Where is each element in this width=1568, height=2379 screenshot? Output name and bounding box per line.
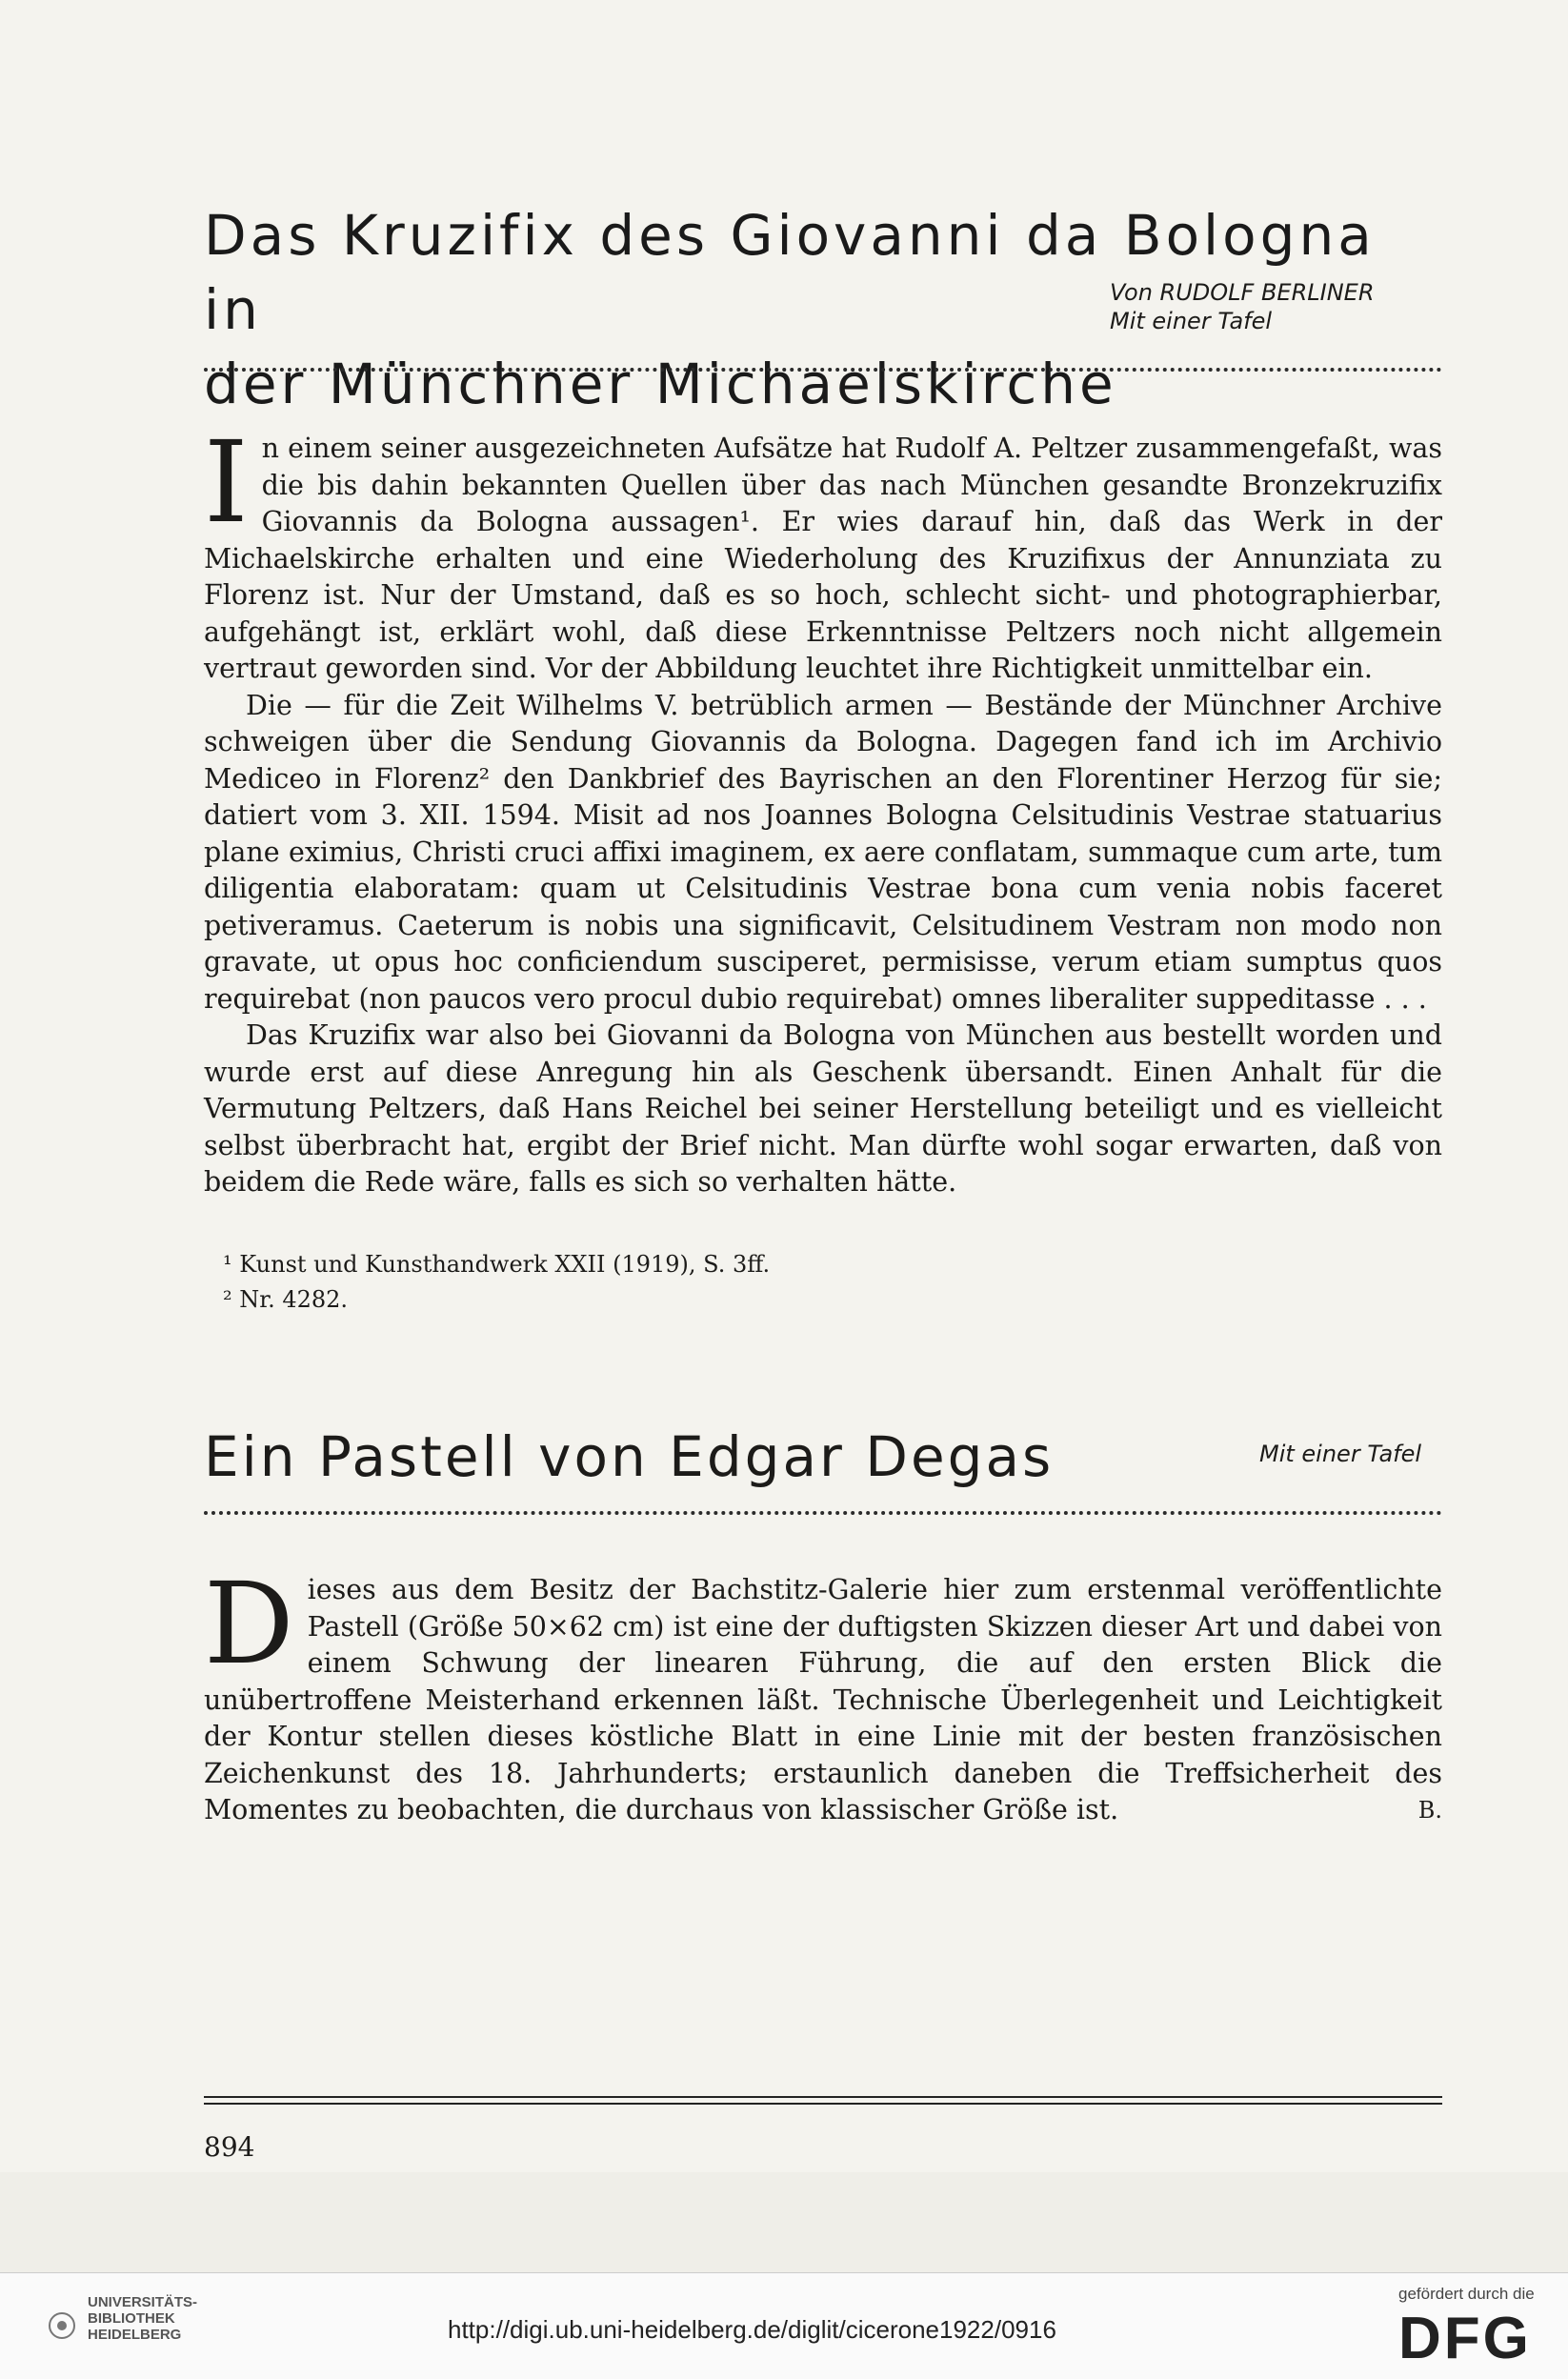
dotted-rule <box>204 1511 1442 1519</box>
byline-plate: Mit einer Tafel <box>1110 308 1273 334</box>
institution-line: HEIDELBERG <box>88 2327 182 2343</box>
byline-author: Von RUDOLF BERLINER <box>1110 279 1375 306</box>
byline <box>1110 278 1453 335</box>
drop-cap: I <box>204 416 249 548</box>
institution-line: BIBLIOTHEK <box>88 2310 175 2327</box>
drop-cap: D <box>204 1558 294 1689</box>
paragraph-text: ieses aus dem Besitz der Bachstitz-Galerie hier zum erstenmal veröffentlichte Pastell (Größe 50×62 cm) ist eine der duftigsten Skizzen dieser Art und dabei von einem Schwung der linearen Führung, die auf den ersten Blick die unübertroffene Meisterhand erkennen läßt. Technische Überlegenheit und Leichtigkeit der Kontur stellen dieses köstliche Blatt in eine Linie mit der besten französischen Zeichenkunst des 18. Jahrhunderts; erstaunlich daneben die Treffsicherheit des Momentes zu beobachten, die durchaus von klassischer Größe ist. <box>204 1574 1442 1825</box>
article2-body <box>204 1558 1442 1829</box>
footnote: ¹ Kunst und Kunsthandwerk XXII (1919), S. 3ff. <box>223 1251 771 1278</box>
dotted-rule <box>204 368 1442 375</box>
dfg-logo: DFG <box>1398 2306 1532 2371</box>
permalink-url[interactable]: http://digi.ub.uni-heidelberg.de/diglit/cicerone1922/0916 <box>448 2315 1056 2344</box>
paragraph-text: n einem seiner ausgezeichneten Aufsätze hat Rudolf A. Peltzer zusammengefaßt, was die bis dahin bekannten Quellen über das nach München gesandte Bronzekruzifix Giovannis da Bologna aussagen¹. Er wies darauf hin, daß das Werk in der Michaelskirche erhalten und eine Wiederholung des Kruzifixus der Annunziata zu Florenz ist. Nur der Umstand, daß es so hoch, schlecht sicht- und photographierbar, aufgehängt ist, erklärt wohl, daß diese Erkenntnisse Peltzers noch nicht allgemein vertraut geworden sind. Vor der Abbildung leuchtet ihre Richtigkeit unmittelbar ein. <box>204 433 1442 684</box>
article-title-line1: Das Kruzifix des Giovanni da Bologna in <box>204 203 1376 342</box>
page-number: 894 <box>204 2131 255 2163</box>
paragraph: Die — für die Zeit Wilhelms V. betrüblich armen — Bestände der Münchner Archive schweigen über die Sendung Giovannis da Bologna. Dagegen fand ich im Archivio Mediceo in Florenz² den Dankbrief des Bayrischen an den Florentiner Herzog für sie; datiert vom 3. XII. 1594. Misit ad nos Joannes Bologna Celsitudinis Vestrae statuarius plane eximius, Christi cruci affixi imaginem, ex aere conflatam, summaque cum arte, tum diligentia elaboratam: quam ut Celsitudinis Vestrae bona cum venia nobis faceret petiveramus. Caeterum is nobis una significavit, Celsitudinem Vestram non modo non gravate, ut opus hoc conficiendum susciperet, permisisse, verum etiam sumptus quos requirebat (non paucos vero procul dubio requirebat) omnes liberaliter suppeditasse . . . <box>204 689 1442 1015</box>
article2-plate: Mit einer Tafel <box>1259 1441 1422 1467</box>
university-seal-icon <box>48 2311 76 2340</box>
institution-name <box>88 2294 197 2343</box>
footer-bar <box>0 2272 1568 2379</box>
paragraph: Das Kruzifix war also bei Giovanni da Bologna von München aus bestellt worden und wurde erst auf diese Anregung hin als Geschenk übersandt. Einen Anhalt für die Vermutung Peltzers, daß Hans Reichel bei seiner Herstellung beteiligt und es vielleicht selbst überbracht hat, ergibt der Brief nicht. Man dürfte wohl sogar erwarten, daß von beidem die Rede wäre, falls es sich so verhalten hätte. <box>204 1019 1442 1198</box>
paragraph <box>204 1558 1442 1829</box>
paragraph <box>204 416 1442 688</box>
article2-title: Ein Pastell von Edgar Degas <box>204 1424 1055 1489</box>
funded-by-label: gefördert durch die <box>1398 2285 1535 2303</box>
footnotes <box>223 1247 1080 1318</box>
page-rule <box>204 2096 1442 2105</box>
author-signature: B. <box>1417 1797 1442 1824</box>
article-title-line2: der Münchner Michaelskirche <box>204 352 1117 416</box>
article-body <box>204 416 1442 1201</box>
footnote: ² Nr. 4282. <box>223 1286 349 1313</box>
institution-line: UNIVERSITÄTS- <box>88 2294 198 2310</box>
